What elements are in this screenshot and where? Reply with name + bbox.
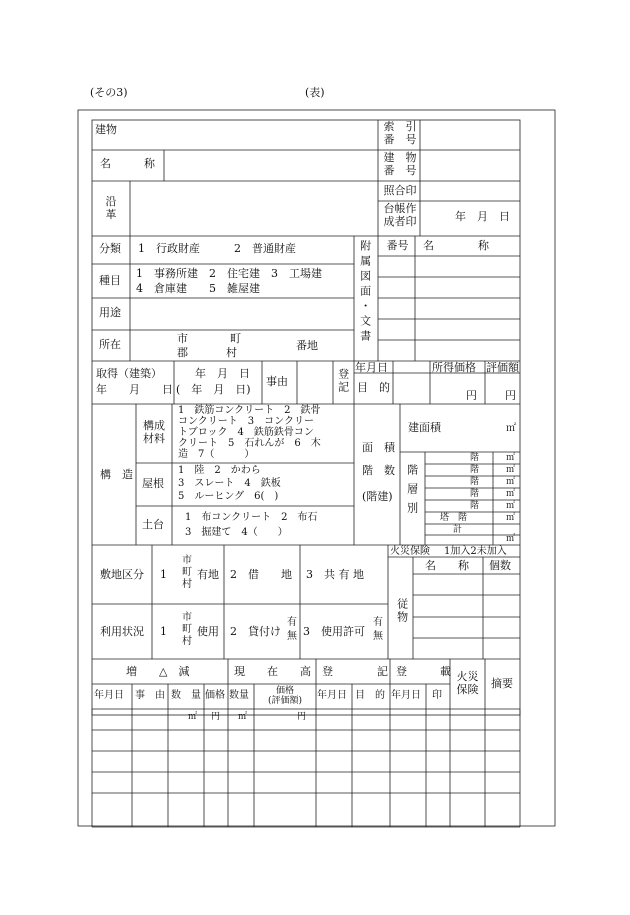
- fire-insurance-header: 火災 保険: [456, 670, 479, 696]
- floor-row-2: 階: [470, 465, 480, 475]
- fire-name-label: 名 称: [425, 559, 469, 572]
- income-price-label: 所得価格: [432, 361, 476, 374]
- site-no-1: 1: [160, 568, 167, 581]
- site-citytown: 市町村: [182, 555, 192, 590]
- col-reason: 事 由: [135, 690, 165, 701]
- kind-line-1: 1 事務所建 2 住宅建 3 工場建: [136, 267, 322, 280]
- col-record-date: 年月日: [391, 690, 421, 701]
- floor-row-4: 階: [470, 489, 480, 499]
- building-title: 建物: [95, 123, 117, 136]
- income-yen: 円: [466, 389, 477, 402]
- fire-insurance-status: 1加入2未加入: [444, 546, 507, 557]
- usage-permit-nashi: 無: [373, 631, 383, 642]
- col-qty-current: 数量: [229, 690, 249, 701]
- floor-unit-5: ㎡: [506, 501, 516, 511]
- total-unit: ㎡: [506, 534, 516, 544]
- acquire-reason: 事由: [266, 375, 288, 388]
- base-label: 土台: [142, 518, 164, 531]
- col-purpose: 目 的: [355, 690, 385, 701]
- col-seal: 印: [432, 690, 442, 701]
- unit-yen-1: 円: [211, 712, 221, 722]
- roof-line-3: 5 ルーヒング 6( ): [178, 491, 279, 502]
- building-area-label: 建面積: [408, 421, 441, 434]
- floor-unit-1: ㎡: [506, 453, 516, 463]
- register-date: 年月日: [355, 361, 388, 374]
- usage-no-1: 1: [160, 625, 167, 638]
- register-header: 登 記: [322, 665, 388, 678]
- floor-row-5: 階: [470, 501, 480, 511]
- usage-lend-ari: 有: [287, 617, 297, 628]
- usage-label: 利用状況: [100, 625, 144, 638]
- site-option-3: 3 共 有 地: [306, 568, 364, 581]
- eval-yen: 円: [505, 389, 516, 402]
- unit-yen-2: 円: [297, 712, 307, 722]
- material-line-3: トブロック 4 鉄筋鉄骨コン: [178, 427, 314, 438]
- col-price-eval: 価格 (評価額): [267, 686, 303, 707]
- current-header: 現 在 高: [234, 665, 311, 678]
- roof-label: 屋根: [142, 477, 164, 490]
- roof-line-1: 1 陸 2 かわら: [178, 465, 261, 476]
- ledger-seal-label: 台帳作 成者印: [383, 202, 417, 228]
- history-label: 沿 革: [105, 195, 117, 221]
- floor-unit-2: ㎡: [506, 465, 516, 475]
- floor-unit-4: ㎡: [506, 489, 516, 499]
- unit-sqm-2: ㎡: [238, 712, 248, 722]
- floors-unit: (階建): [362, 490, 393, 503]
- accessory-label: 従物: [395, 598, 409, 624]
- usage-citytown: 市町村: [182, 612, 192, 647]
- index-number-label: 索 引 番 号: [383, 120, 417, 146]
- area-label: 面 積: [362, 441, 395, 454]
- material-line-2: コンクリート 3 コンクリー: [178, 416, 314, 427]
- class-option-2: 2 普通財産: [234, 242, 296, 255]
- site-option-2: 2 借 地: [230, 568, 292, 581]
- col-qty: 数 量: [171, 690, 201, 701]
- col-price: 価格: [205, 690, 225, 701]
- usage-option-2: 2 貸付け: [230, 625, 281, 638]
- record-header: 登 載: [396, 665, 451, 678]
- material-line-4: クリート 5 石れんが 6 木: [178, 438, 321, 449]
- check-seal-label: 照合印: [383, 184, 417, 197]
- acquire-label: 取得（建築）: [96, 367, 162, 380]
- location-city: 市: [177, 332, 188, 345]
- building-number-label: 建 物 番 号: [383, 151, 417, 177]
- remarks-header: 摘要: [491, 677, 513, 690]
- acquire-label-date: 年 月 日: [96, 383, 173, 396]
- material-line-5: 造 7（ ）: [178, 449, 255, 460]
- floor-row-3: 階: [470, 477, 480, 487]
- location-gun: 郡: [177, 346, 188, 359]
- base-line-2: 3 掘建て 4（ ）: [185, 527, 288, 538]
- unit-sqm-1: ㎡: [188, 712, 198, 722]
- register-purpose: 目 的: [357, 381, 390, 394]
- location-label: 所在: [99, 338, 121, 351]
- name-label: 名 称: [100, 157, 155, 170]
- kind-line-2: 4 倉庫建 5 雑屋建: [136, 282, 260, 295]
- material-label: 構成材料: [143, 419, 165, 445]
- usage-lend-nashi: 無: [287, 631, 297, 642]
- kind-label: 種目: [99, 274, 121, 287]
- use-label: 用途: [99, 306, 121, 319]
- total-row: 計: [453, 525, 463, 535]
- attach-no-label: 番号: [386, 239, 409, 252]
- inc-dec-header: 増 △ 減: [126, 665, 190, 678]
- location-town: 町: [230, 332, 241, 345]
- attach-label: 附属図面・文書: [358, 240, 372, 345]
- floor-breakdown-label: 階層別: [405, 464, 419, 521]
- page-side: (表): [305, 86, 325, 99]
- location-banchi: 番地: [296, 339, 318, 352]
- site-label: 敷地区分: [100, 568, 144, 581]
- class-label: 分類: [99, 242, 121, 255]
- acquire-date: 年 月 日: [195, 367, 250, 380]
- site-own: 有地: [197, 568, 219, 581]
- fire-insurance-label: 火災保険: [390, 546, 430, 557]
- eval-label: 評価額: [486, 361, 519, 374]
- usage-use: 使用: [197, 625, 219, 638]
- attach-name-label: 名 称: [423, 239, 489, 252]
- usage-option-3: 3 使用許可: [303, 625, 365, 638]
- tower-floor-row: 塔 階: [440, 513, 468, 523]
- floor-row-1: 階: [470, 453, 480, 463]
- acquire-date-alt: ( 年 月 日): [176, 383, 251, 396]
- register-label: 登記: [336, 368, 350, 394]
- tower-unit: ㎡: [506, 513, 516, 523]
- ledger-date: 年 月 日: [455, 210, 510, 223]
- floor-unit-3: ㎡: [506, 477, 516, 487]
- building-area-unit: ㎡: [506, 423, 516, 434]
- page-number: (その3): [90, 86, 128, 99]
- col-reg-date: 年月日: [317, 690, 347, 701]
- usage-permit-ari: 有: [373, 617, 383, 628]
- floors-label: 階 数: [362, 464, 395, 477]
- fire-count-label: 個数: [489, 559, 511, 572]
- material-line-1: 1 鉄筋コンクリート 2 鉄骨: [178, 405, 321, 416]
- class-option-1: 1 行政財産: [138, 242, 200, 255]
- structure-label: 構 造: [100, 468, 133, 481]
- roof-line-2: 3 スレート 4 鉄板: [178, 478, 281, 489]
- col-date: 年月日: [94, 690, 124, 701]
- location-village: 村: [226, 346, 237, 359]
- base-line-1: 1 布コンクリート 2 布石: [185, 512, 318, 523]
